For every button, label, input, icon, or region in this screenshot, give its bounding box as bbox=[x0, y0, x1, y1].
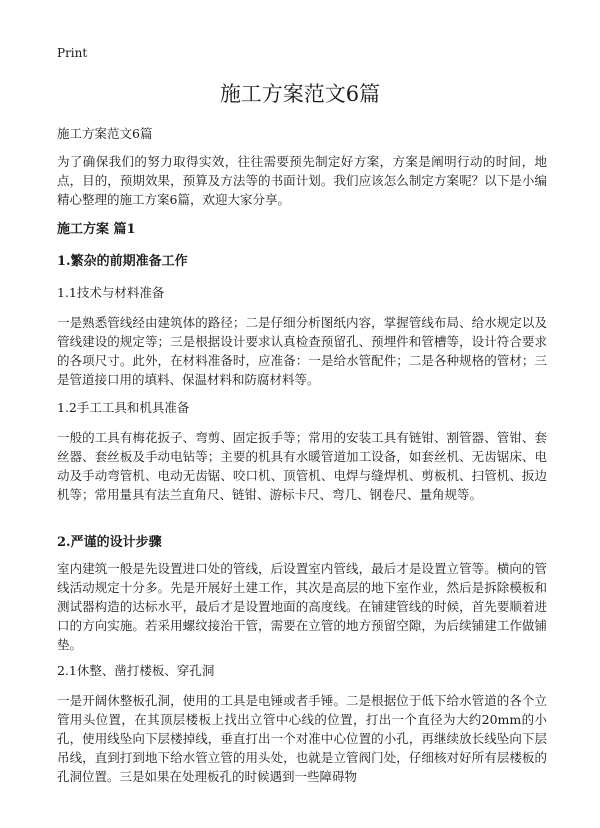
section-2-1-heading: 2.1休整、凿打楼板、穿孔洞 bbox=[57, 663, 215, 678]
intro-paragraph: 为了确保我们的努力取得实效，往往需要预先制定好方案，方案是阐明行动的时间，地点，目的，预期效果，预算及方法等的书面计划。我们应该怎么制定方案呢？以下是小编精心整理的施工方案6篇，欢迎大家分享。 bbox=[57, 154, 547, 207]
document-subtitle: 施工方案范文6篇 bbox=[57, 126, 153, 141]
section-1-1-heading: 1.1技术与材料准备 bbox=[57, 285, 165, 300]
section-2-paragraph: 室内建筑一般是先设置进口处的管线，后设置室内管线，最后才是设置立管等。横向的管线活动规定十分多。先是开展好土建工作，其次是高层的地下室作业，然后是拆除模板和测试器构造的达标水平，最后才是设置地面的高度线。在铺建管线的时候，首先要顺着进口的方向实施。若采用螺纹接治干管，需要在立管的地方预留空隙，为后续铺建工作做铺垫。 bbox=[57, 561, 547, 652]
section-1-heading: 1.繁杂的前期准备工作 bbox=[57, 254, 188, 269]
print-link[interactable]: Print bbox=[57, 46, 88, 60]
section-2-heading: 2.严谨的设计步骤 bbox=[57, 535, 162, 550]
section-1-2-paragraph: 一般的工具有梅花扳子、弯剪、固定扳手等；常用的安装工具有链钳、割管器、管钳、套丝器、套丝板及手动电钻等；主要的机具有水暖管道加工设备，如套丝机、无齿锯床、电动及手动弯管机、电动无齿锯、咬口机、顶管机、电焊与缝焊机、剪板机、扫管机、扳边机等；常用量具有法兰直角尺、链钳、游标卡尺、弯几、钢卷尺、量角规等。 bbox=[57, 430, 547, 502]
part-heading: 施工方案 篇1 bbox=[57, 222, 136, 237]
section-2-1-paragraph: 一是开阔休整板孔洞，使用的工具是电锤或者手锤。二是根据位于低下给水管道的各个立管用头位置，在其顶层楼板上找出立管中心线的位置，打出一个直径为大约20mm的小孔，使用线坠向下层楼掉线，垂直打出一个对准中心位置的小孔，再继续放长线坠向下层吊线，直到打到地下给水管立管的用头处，也就是立管阀门处，仔细核对好所有层楼板的孔洞位置。三是如果在处理板孔的时候遇到一些障碍物 bbox=[57, 693, 547, 784]
section-1-1-paragraph: 一是熟悉管线经由建筑体的路径；二是仔细分析图纸内容，掌握管线布局、给水规定以及管线建设的规定等；三是根据设计要求认真检查预留孔、预埋件和管槽等，设计符合要求的各项尺寸。此外，在材料准备时，应准备：一是给水管配件；二是各种规格的管材；三是管道接口用的填料、保温材料和防腐材料等。 bbox=[57, 315, 547, 387]
document-title: 施工方案范文6篇 bbox=[219, 82, 381, 106]
section-1-2-heading: 1.2手工工具和机具准备 bbox=[57, 400, 190, 415]
